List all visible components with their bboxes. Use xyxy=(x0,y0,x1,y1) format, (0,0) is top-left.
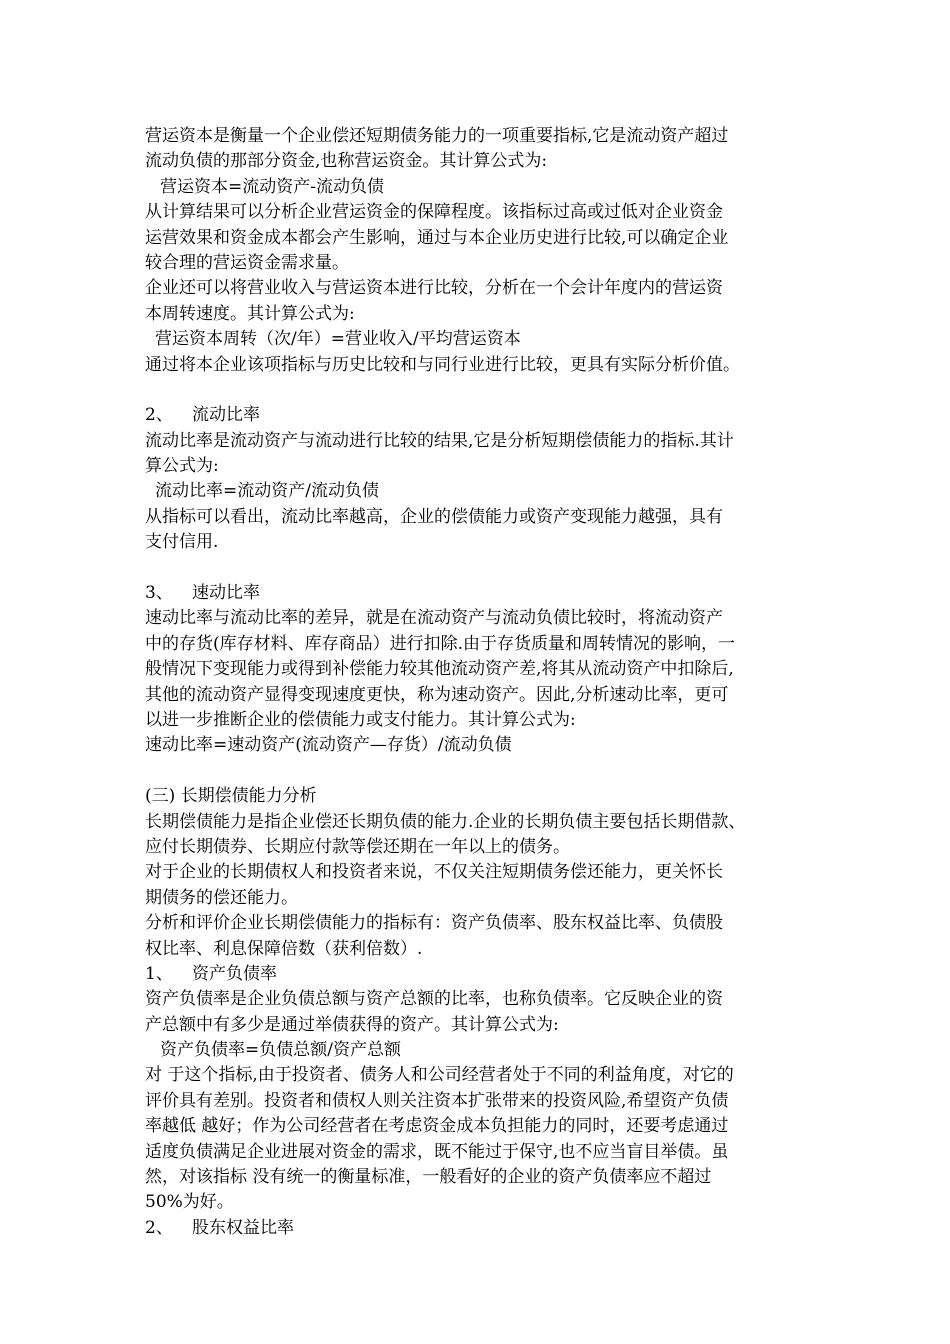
text-line: 以进一步推断企业的偿债能力或支付能力。其计算公式为: xyxy=(145,709,576,730)
text-line: 般情况下变现能力或得到补偿能力较其他流动资产差,将其从流动资产中扣除后, xyxy=(145,659,734,680)
heading-text: 资产负债率 xyxy=(192,963,277,984)
text-line: 通过将本企业该项指标与历史比较和与同行业进行比较，更具有实际分析价值。 xyxy=(145,354,740,375)
heading-number: 2、 xyxy=(145,405,173,426)
text-line: 算公式为: xyxy=(145,456,219,477)
text-line: 流动负债的那部分资金,也称营运资金。其计算公式为: xyxy=(145,151,548,172)
text-line: 期债务的偿还能力。 xyxy=(145,887,298,908)
text-line: 评价具有差别。投资者和债权人则关注资本扩张带来的投资风险,希望资产负债 xyxy=(145,1090,729,1111)
text-line: 企业还可以将营业收入与营运资本进行比较，分析在一个会计年度内的营运资 xyxy=(145,278,723,299)
formula-line: 营运资本周转（次/年）=营业收入/平均营运资本 xyxy=(155,329,521,350)
text-line: 率越低 越好；作为公司经营者在考虑资金成本负担能力的同时，还要考虑通过 xyxy=(145,1116,729,1137)
heading-number: 2、 xyxy=(145,1217,173,1238)
section-heading xyxy=(145,581,825,606)
heading-number: 3、 xyxy=(145,583,173,604)
text-line: 资产负债率是企业负债总额与资产总额的比率，也称负债率。它反映企业的资 xyxy=(145,989,723,1010)
text-line: 运营效果和资金成本都会产生影响，通过与本企业历史进行比较,可以确定企业 xyxy=(145,227,729,248)
heading-text: 流动比率 xyxy=(192,405,260,426)
text-line: 分析和评价企业长期偿债能力的指标有：资产负债率、股东权益比率、负债股 xyxy=(145,913,723,934)
section-heading xyxy=(145,1216,825,1241)
formula-line: 流动比率=流动资产/流动负债 xyxy=(155,481,379,502)
text-line: 长期偿债能力是指企业偿还长期负债的能力.企业的长期负债主要包括长期借款、 xyxy=(145,811,746,832)
text-line: 产总额中有多少是通过举债获得的资产。其计算公式为: xyxy=(145,1014,559,1035)
text-line: 对于企业的长期债权人和投资者来说，不仅关注短期债务偿还能力，更关怀长 xyxy=(145,862,723,883)
text-line: 从计算结果可以分析企业营运资金的保障程度。该指标过高或过低对企业资金 xyxy=(145,202,723,223)
text-line: 权比率、利息保障倍数（获利倍数）. xyxy=(145,938,423,959)
text-line: 较合理的营运资金需求量。 xyxy=(145,252,349,273)
text-line: 中的存货(库存材料、库存商品）进行扣除.由于存货质量和周转情况的影响，一 xyxy=(145,633,736,654)
heading-number: 1、 xyxy=(145,963,173,984)
text-line: 从指标可以看出，流动比率越高，企业的偿债能力或资产变现能力越强，具有 xyxy=(145,506,723,527)
text-line: (三) 长期偿债能力分析 xyxy=(145,786,317,807)
document-body xyxy=(145,124,825,1241)
text-line: 支付信用. xyxy=(145,532,219,553)
formula-line: 营运资本=流动资产-流动负债 xyxy=(160,176,384,197)
formula-line: 资产负债率=负债总额/资产总额 xyxy=(160,1040,401,1061)
text-line: 然，对该指标 没有统一的衡量标准，一般看好的企业的资产负债率应不超过 xyxy=(145,1167,712,1188)
text-line: 适度负债满足企业进展对资金的需求，既不能过于保守,也不应当盲目举债。虽 xyxy=(145,1141,729,1162)
text-line: 营运资本是衡量一个企业偿还短期债务能力的一项重要指标,它是流动资产超过 xyxy=(145,126,729,146)
text-line: 本周转速度。其计算公式为: xyxy=(145,303,355,324)
blank-line xyxy=(145,556,825,581)
text-line: 速动比率与流动比率的差异，就是在流动资产与流动负债比较时，将流动资产 xyxy=(145,608,723,629)
section-heading xyxy=(145,962,825,987)
text-line: 对 于这个指标,由于投资者、债务人和公司经营者处于不同的利益角度，对它的 xyxy=(145,1065,734,1086)
section-heading xyxy=(145,403,825,428)
blank-line xyxy=(145,378,825,403)
text-line: 50%为好。 xyxy=(145,1192,234,1213)
heading-text: 股东权益比率 xyxy=(192,1217,294,1238)
heading-text: 速动比率 xyxy=(192,583,260,604)
text-line: 速动比率=速动资产(流动资产—存货）/流动负债 xyxy=(145,735,512,756)
blank-line xyxy=(145,759,825,784)
text-line: 其他的流动资产显得变现速度更快，称为速动资产。因此,分析速动比率，更可 xyxy=(145,684,729,705)
text-line: 应付长期债券、长期应付款等偿还期在一年以上的债务。 xyxy=(145,836,570,857)
text-line: 流动比率是流动资产与流动进行比较的结果,它是分析短期偿债能力的指标.其计 xyxy=(145,430,734,451)
